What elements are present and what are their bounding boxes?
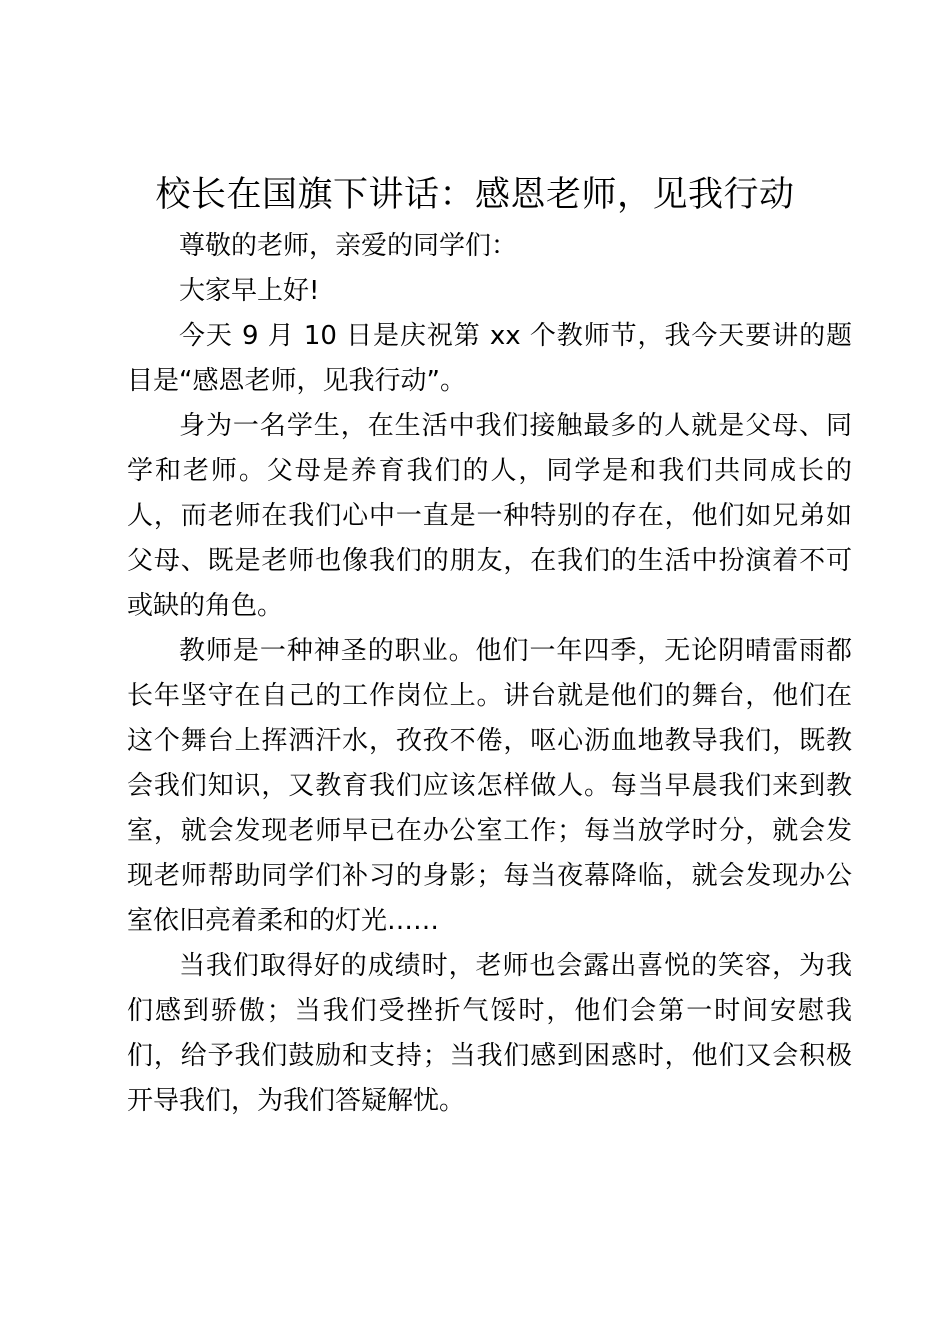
document-title: 校长在国旗下讲话：感恩老师，见我行动: [155, 175, 795, 215]
paragraph: 今天 9 月 10 日是庆祝第 xx 个教师节，我今天要讲的题目是“感恩老师，见我行动”。: [127, 321, 852, 396]
greeting: 大家早上好!: [179, 276, 320, 306]
paragraph: 当我们取得好的成绩时，老师也会露出喜悦的笑容，为我们感到骄傲；当我们受挫折气馁时，他们会第一时间安慰我们，给予我们鼓励和支持；当我们感到困惑时，他们又会积极开导我们，为我们答疑解忧。: [127, 951, 852, 1116]
salutation: 尊敬的老师，亲爱的同学们：: [179, 231, 518, 261]
paragraph: 教师是一种神圣的职业。他们一年四季，无论阴晴雷雨都长年坚守在自己的工作岗位上。讲台就是他们的舞台，他们在这个舞台上挥洒汗水，孜孜不倦，呕心沥血地教导我们，既教会我们知识，又教育我们应该怎样做人。每当早晨我们来到教室，就会发现老师早已在办公室工作；每当放学时分，就会发现老师帮助同学们补习的身影；每当夜幕降临，就会发现办公室依旧亮着柔和的灯光……: [127, 636, 852, 936]
paragraph: 身为一名学生，在生活中我们接触最多的人就是父母、同学和老师。父母是养育我们的人，同学是和我们共同成长的人，而老师在我们心中一直是一种特别的存在，他们如兄弟如父母、既是老师也像我们的朋友，在我们的生活中扮演着不可或缺的角色。: [127, 411, 852, 621]
document-body: [127, 224, 852, 1124]
